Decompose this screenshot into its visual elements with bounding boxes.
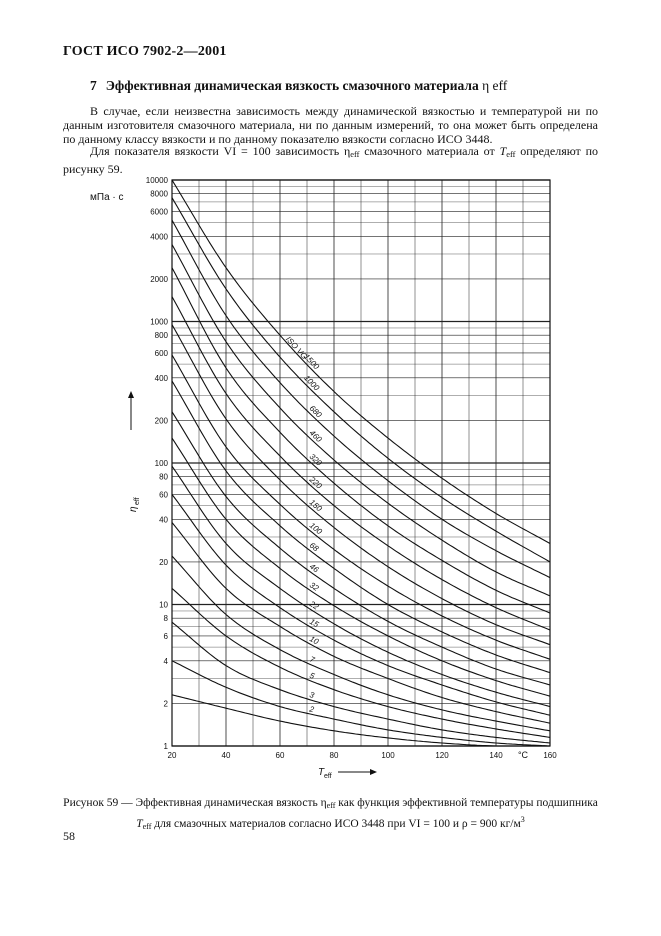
- x-tick-label: 160: [543, 751, 557, 760]
- standard-header: ГОСТ ИСО 7902-2—2001: [63, 44, 227, 59]
- y-tick-label: 600: [154, 348, 168, 358]
- series-label: 100: [307, 520, 324, 537]
- series-labels: [284, 335, 324, 715]
- series-label: 2: [308, 704, 315, 715]
- series-label: 46: [307, 561, 321, 575]
- x-tick-label: 60: [275, 751, 285, 760]
- x-tick-label: 100: [381, 751, 395, 760]
- y-tick-label: 4000: [150, 232, 168, 242]
- series-label: 3: [308, 690, 316, 701]
- y-axis-subscript: eff: [134, 497, 141, 505]
- y-tick-label: 1: [163, 742, 168, 751]
- series-label: 5: [308, 670, 316, 681]
- x-axis-symbol: T: [318, 767, 325, 778]
- p2-text-c: определяют по рисунку 59.: [63, 144, 598, 177]
- series-label: 32: [307, 580, 321, 593]
- x-tick-labels: [168, 751, 558, 760]
- p2-sub-2: eff: [506, 150, 516, 159]
- section-symbol: η eff: [482, 78, 508, 93]
- x-unit-label: °C: [517, 750, 529, 760]
- p2-symbol-t: T: [499, 144, 507, 158]
- y-tick-labels: [146, 176, 169, 751]
- y-unit-label: мПа · с: [90, 192, 124, 203]
- y-tick-label: 6: [163, 631, 168, 641]
- series-label-prefix: ISO VG: [283, 334, 310, 362]
- caption-sub-2: eff: [142, 821, 152, 831]
- series-label: 320: [307, 451, 324, 468]
- y-tick-label: 200: [154, 416, 168, 426]
- caption-sub-1: eff: [326, 801, 336, 810]
- series-label: 1000: [302, 373, 322, 393]
- y-tick-label: 4: [163, 656, 168, 666]
- y-tick-label: 1000: [150, 317, 168, 327]
- x-axis-subscript: eff: [324, 773, 332, 780]
- y-tick-label: 10: [159, 600, 168, 610]
- figure-caption: [63, 796, 598, 834]
- section-title: Эффективная динамическая вязкость смазочного материала: [105, 78, 479, 93]
- y-tick-label: 8: [163, 614, 168, 624]
- caption-text-c: для смазочных материалов согласно ИСО 3448 при VI = 100 и ρ = 900 кг/м: [151, 817, 521, 830]
- y-tick-label: 6000: [150, 207, 168, 217]
- caption-text-a: Рисунок 59 — Эффективная динамическая вязкость η: [63, 797, 327, 809]
- x-tick-label: 40: [221, 751, 231, 760]
- y-axis-title: [128, 497, 141, 512]
- y-tick-label: 60: [159, 490, 168, 500]
- series-label: 15: [307, 616, 321, 630]
- x-axis-arrow-head: [370, 769, 377, 775]
- y-tick-label: 800: [154, 331, 168, 341]
- series-label: 460: [307, 428, 324, 445]
- x-tick-label: 120: [435, 751, 449, 760]
- x-tick-label: 140: [489, 751, 503, 760]
- caption-sup: 3: [520, 815, 525, 824]
- x-tick-label: 80: [329, 751, 339, 760]
- page-number: 58: [63, 829, 75, 843]
- series-label: 7: [308, 654, 316, 665]
- caption-text-b: как функция эффективной температуры подшипника: [335, 797, 598, 809]
- series-label: 10: [308, 634, 321, 647]
- p2-text-b: смазочного материала от: [359, 144, 500, 158]
- caption-symbol-t: T: [136, 817, 143, 830]
- y-tick-label: 80: [159, 472, 168, 482]
- x-tick-label: 20: [167, 751, 177, 760]
- y-tick-label: 2000: [150, 274, 168, 284]
- y-tick-label: 100: [154, 459, 168, 468]
- y-tick-label: 2: [163, 699, 168, 709]
- series-label: 1500: [302, 352, 321, 372]
- series-label: 150: [307, 497, 324, 514]
- y-tick-label: 40: [159, 515, 168, 525]
- series-label: 220: [307, 475, 324, 491]
- paragraph-1: В случае, если неизвестна зависимость между динамической вязкостью и температурой ни по данным изготовителя смазочного материала, ни по данным измерений, то она может быть определена по данному классу вязкости и по данному показателю вязкости согласно ИСО 3448.: [63, 104, 598, 147]
- series-label: 680: [307, 403, 324, 420]
- y-axis-symbol: η: [128, 506, 139, 512]
- y-axis-arrow-head: [128, 391, 134, 398]
- series-label: 68: [307, 540, 321, 554]
- y-tick-label: 400: [154, 373, 168, 383]
- y-tick-label: 10000: [145, 176, 168, 185]
- series-label: 22: [307, 599, 321, 612]
- y-tick-label: 20: [159, 557, 168, 567]
- p2-sub-1: eff: [350, 150, 360, 159]
- y-tick-label: 8000: [150, 189, 168, 199]
- p2-text-a: Для показателя вязкости VI = 100 зависимость η: [90, 144, 351, 158]
- section-number: 7: [90, 78, 97, 93]
